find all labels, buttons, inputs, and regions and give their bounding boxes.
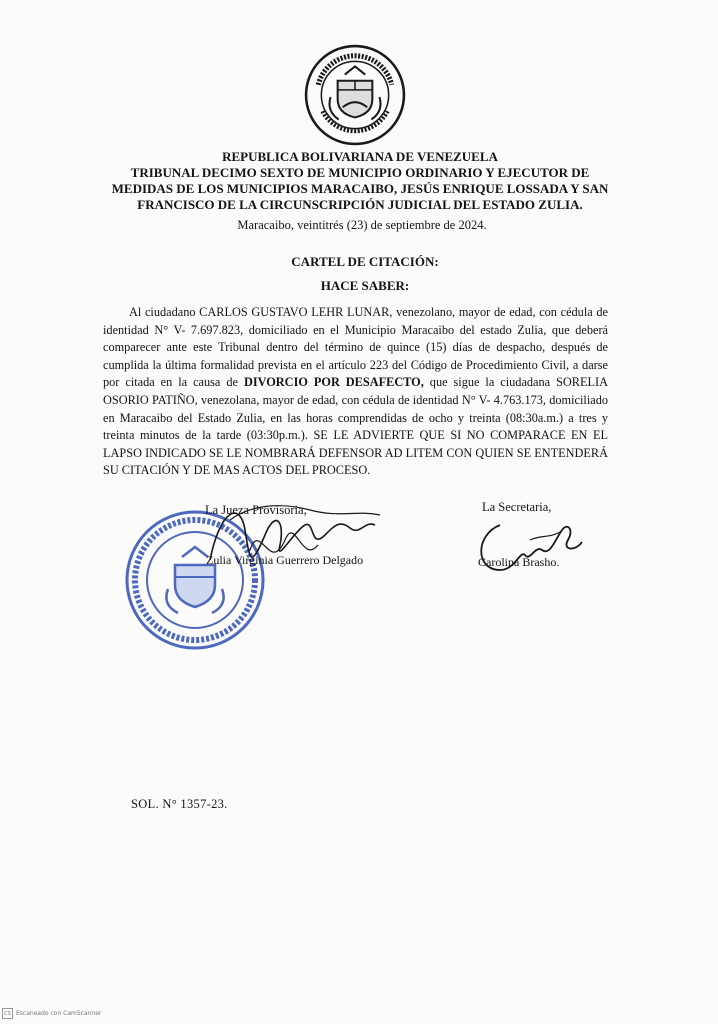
header-line-4: FRANCISCO DE LA CIRCUNSCRIPCIÓN JUDICIAL DEL ESTADO ZULIA. bbox=[137, 197, 583, 212]
scanner-watermark bbox=[2, 1008, 101, 1019]
judge-signature-icon bbox=[190, 490, 390, 580]
case-type-emphasis: DIVORCIO POR DESAFECTO, bbox=[243, 375, 424, 390]
judge-title: La Jueza Provisoria, bbox=[205, 503, 307, 517]
court-seal-icon bbox=[304, 44, 406, 146]
header-line-2: TRIBUNAL DECIMO SEXTO DE MUNICIPIO ORDINARIO Y EJECUTOR DE bbox=[130, 165, 590, 180]
scanner-watermark-text: Escaneado con CamScanner bbox=[16, 1010, 102, 1017]
document-title: CARTEL DE CITACIÓN: bbox=[291, 254, 439, 269]
secretary-title: La Secretaria, bbox=[482, 500, 552, 514]
body-text-part-2: que sigue la ciudadana SORELIA OSORIO PATIÑO, venezolana, mayor de edad, con cédula de identidad N° V- 4.763.173, domiciliado en Maracaibo del Estado Zulia, en las horas comprendidas de ocho y treinta (08:30a.m.) a tres y treinta minutos de la tarde (03:30p.m.). SE LE ADVIERTE QUE SI NO COMPARACE EN EL LAPSO INDICADO SE LE NOMBRARÁ DEFENSOR AD LITEM CON QUIEN SE ENTENDERÁ SU CITACIÓN Y DE MAS ACTOS DEL PROCESO. bbox=[103, 375, 608, 478]
secretary-name: Carolina Brasho. bbox=[478, 555, 560, 569]
header-line-3: MEDIDAS DE LOS MUNICIPIOS MARACAIBO, JESÚS ENRIQUE LOSSADA Y SAN bbox=[111, 181, 609, 196]
document-date: Maracaibo, veintitrés (23) de septiembre de 2024. bbox=[237, 218, 487, 232]
judge-name: Zulia Virginia Guerrero Delgado bbox=[206, 553, 364, 567]
document-header bbox=[80, 149, 640, 213]
header-line-1: REPUBLICA BOLIVARIANA DE VENEZUELA bbox=[222, 149, 498, 164]
secretary-signature-icon bbox=[470, 510, 590, 580]
reference-number: SOL. N° 1357-23. bbox=[131, 797, 228, 811]
camscanner-icon: CS bbox=[2, 1008, 13, 1019]
document-subtitle: HACE SABER: bbox=[320, 278, 410, 293]
body-paragraph bbox=[103, 304, 608, 480]
body-text-part-1: Al ciudadano CARLOS GUSTAVO LEHR LUNAR, venezolano, mayor de edad, con cédula de identidad N° V- 7.697.823, domiciliado en el Municipio Maracaibo del estado Zulia, que deberá comparecer ante este Tribunal dentro del término de quince (15) días de despacho, después de cumplida la última formalidad prevista en el artículo 223 del Código de Procedimiento Civil, a darse por citada en la causa de bbox=[103, 305, 608, 390]
